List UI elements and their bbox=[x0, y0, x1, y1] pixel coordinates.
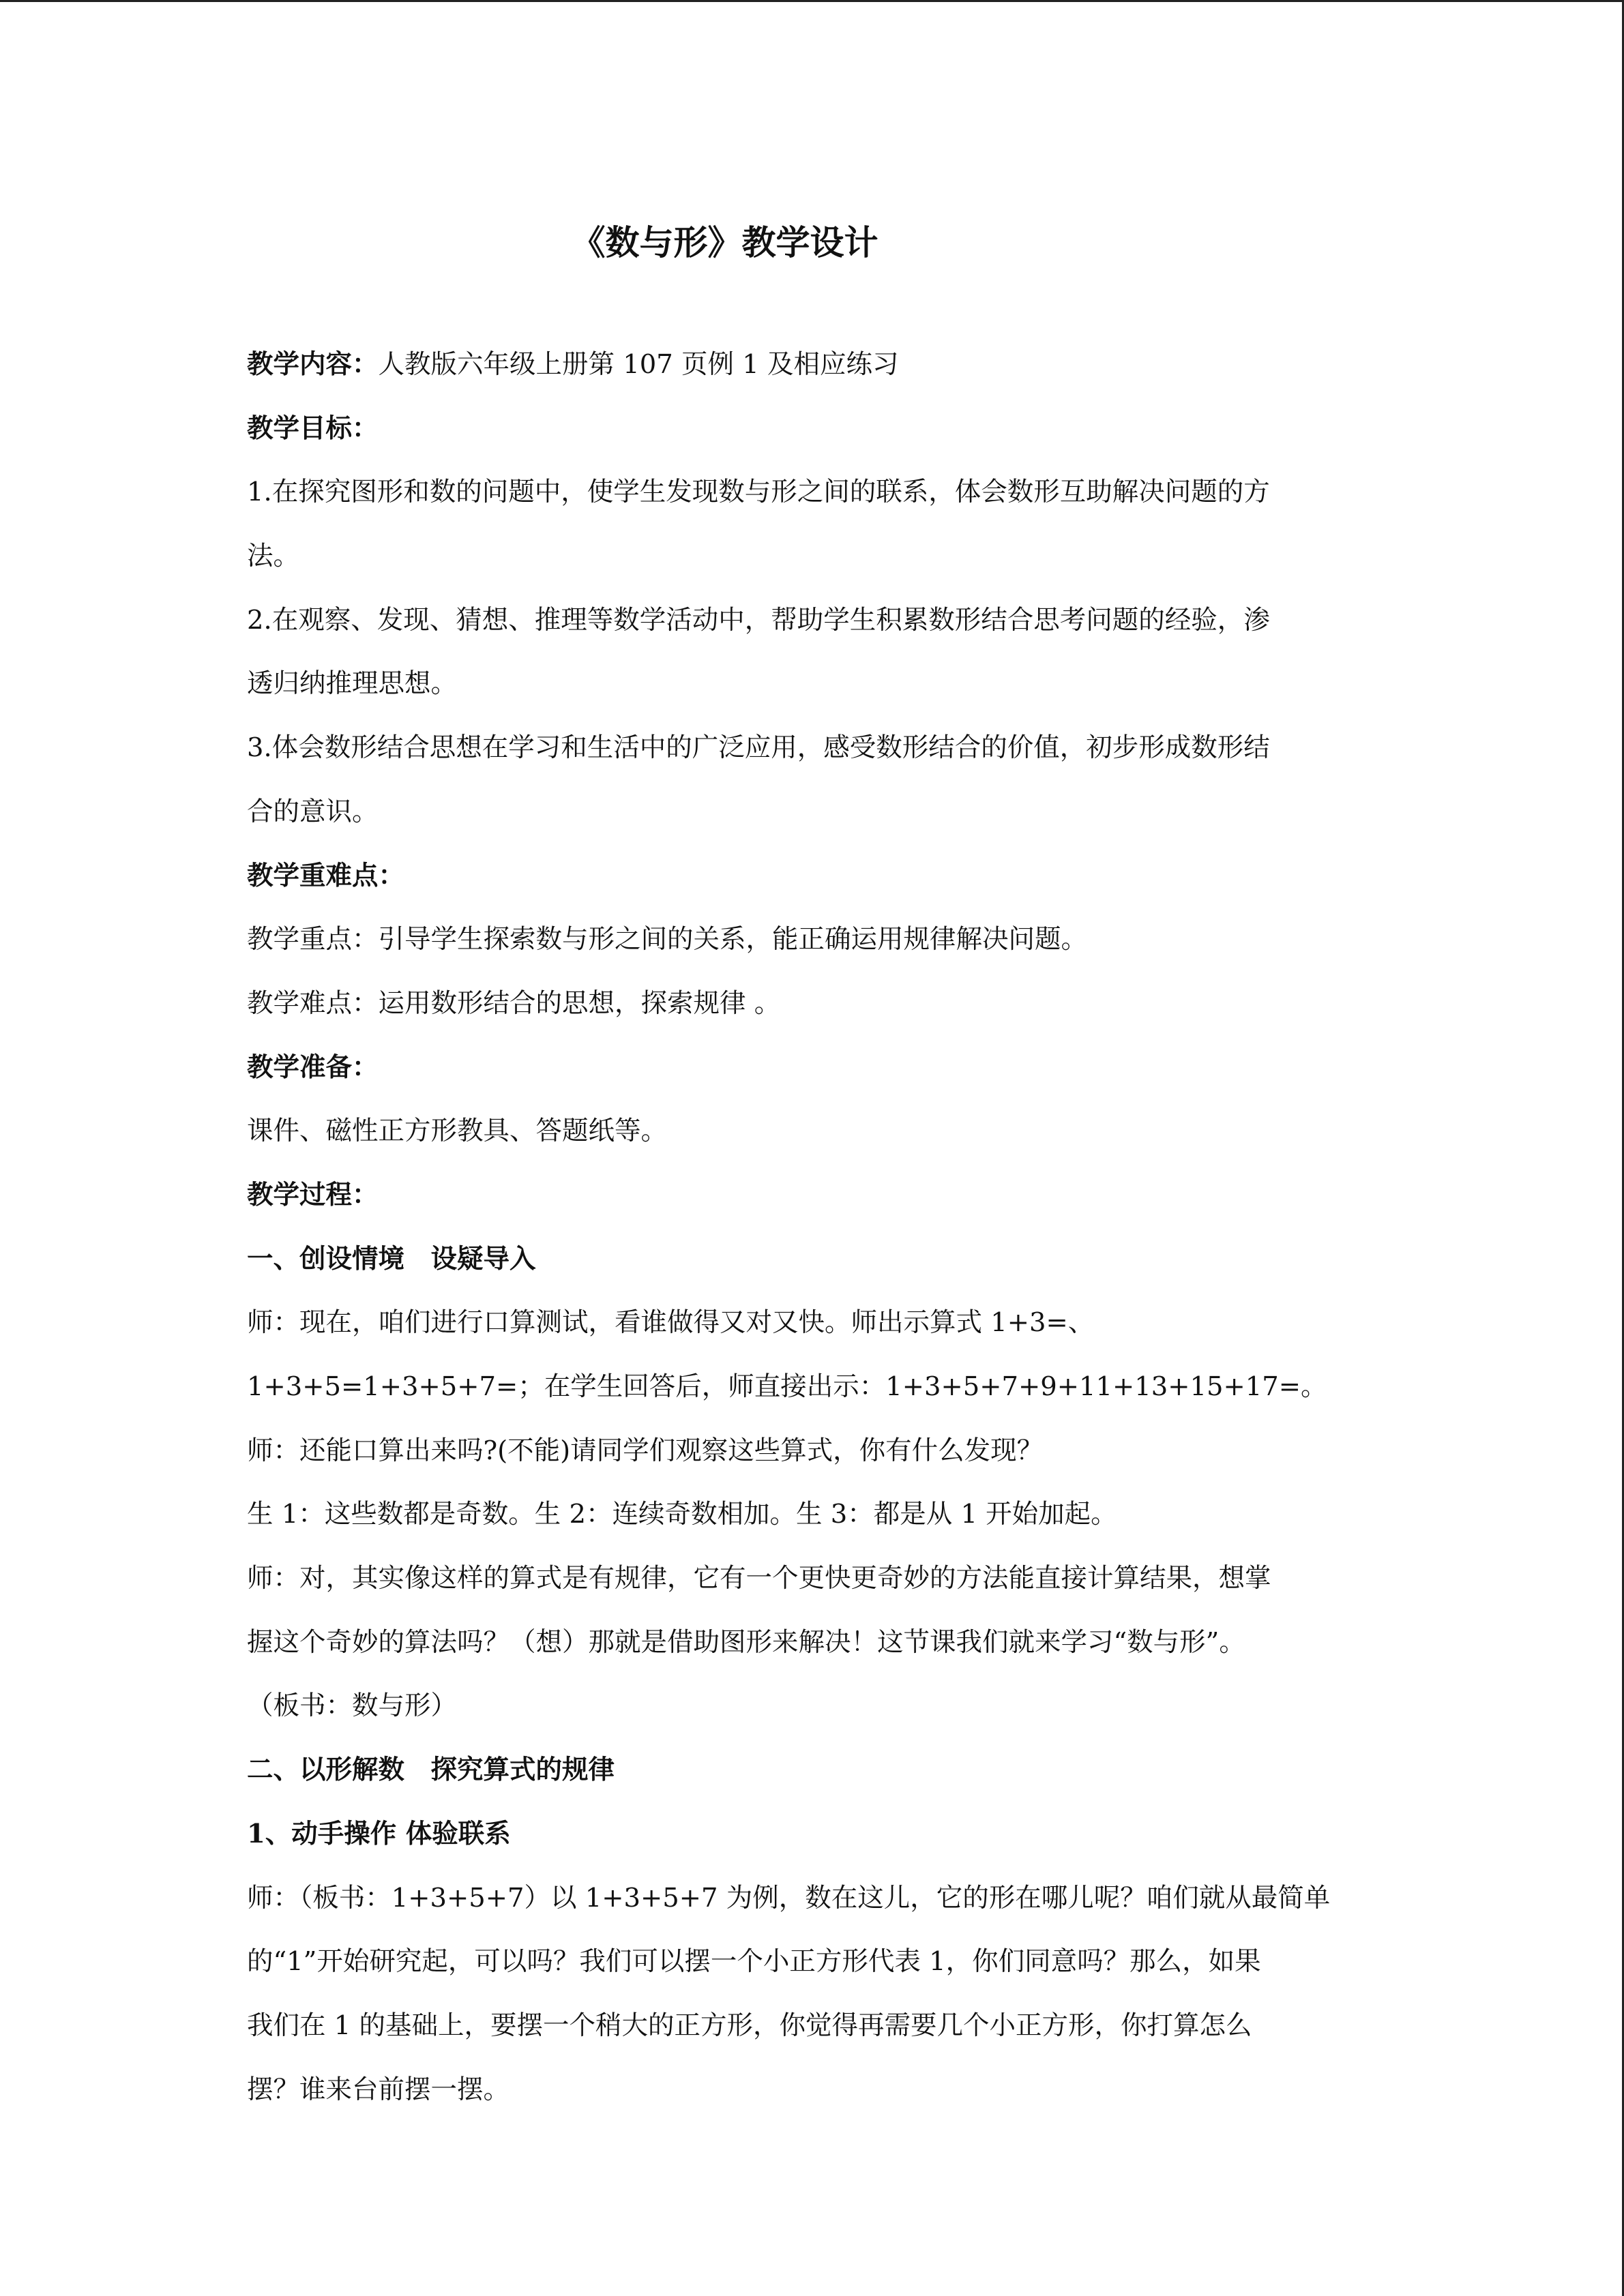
paragraph-line: （板书：数与形） bbox=[247, 1690, 458, 1722]
paragraph-line: 握这个奇妙的算法吗？（想）那就是借助图形来解决！这节课我们就来学习“数与形”。 bbox=[247, 1626, 1245, 1658]
process-heading: 教学过程： bbox=[247, 1179, 379, 1210]
subsection-1-heading: 1、动手操作 体验联系 bbox=[247, 1818, 511, 1849]
document-body bbox=[247, 333, 1379, 2121]
goal-3-line-2: 合的意识。 bbox=[247, 796, 379, 827]
teaching-goals-heading: 教学目标： bbox=[247, 413, 379, 444]
difficult-point-line: 教学难点：运用数形结合的思想，探索规律 。 bbox=[247, 987, 781, 1019]
key-difficult-points-heading: 教学重难点： bbox=[247, 860, 405, 891]
paragraph-line: 师：对，其实像这样的算式是有规律，它有一个更快更奇妙的方法能直接计算结果，想掌 bbox=[247, 1563, 1271, 1594]
goal-1-line-1: 1.在探究图形和数的问题中，使学生发现数与形之间的联系，体会数形互助解决问题的方 bbox=[247, 477, 1270, 508]
paragraph-line: 师：现在，咱们进行口算测试，看谁做得又对又快。师出示算式 1+3=、 bbox=[247, 1307, 1095, 1339]
document-title: 《数与形》教学设计 bbox=[571, 222, 879, 263]
paragraph-line: 生 1：这些数都是奇数。生 2：连续奇数相加。生 3：都是从 1 开始加起。 bbox=[247, 1499, 1117, 1530]
preparation-text: 课件、磁性正方形教具、答题纸等。 bbox=[247, 1116, 668, 1147]
teaching-content-label: 教学内容： bbox=[247, 349, 379, 380]
goal-3-line-1: 3.体会数形结合思想在学习和生活中的广泛应用，感受数形结合的价值，初步形成数形结 bbox=[247, 732, 1270, 764]
paragraph-line: 师：（板书：1+3+5+7）以 1+3+5+7 为例，数在这儿，它的形在哪儿呢？咱们就从最简单 bbox=[247, 1882, 1331, 1913]
goal-2-line-1: 2.在观察、发现、猜想、推理等数学活动中，帮助学生积累数形结合思考问题的经验，渗 bbox=[247, 604, 1270, 636]
section-1-heading: 一、创设情境 设疑导入 bbox=[247, 1243, 536, 1274]
key-point-line: 教学重点：引导学生探索数与形之间的关系，能正确运用规律解决问题。 bbox=[247, 924, 1088, 955]
teaching-content-text: 人教版六年级上册第 107 页例 1 及相应练习 bbox=[378, 349, 899, 380]
section-2-heading: 二、以形解数 探究算式的规律 bbox=[247, 1755, 615, 1786]
goal-1-line-2: 法。 bbox=[247, 541, 300, 572]
paragraph-line: 我们在 1 的基础上，要摆一个稍大的正方形，你觉得再需要几个小正方形，你打算怎么 bbox=[247, 2010, 1252, 2041]
preparation-heading: 教学准备： bbox=[247, 1052, 379, 1083]
goal-2-line-2: 透归纳推理思想。 bbox=[247, 668, 458, 700]
paragraph-line: 摆？谁来台前摆一摆。 bbox=[247, 2074, 510, 2105]
teaching-content-line bbox=[247, 333, 1379, 397]
paragraph-line: 1+3+5=1+3+5+7=；在学生回答后，师直接出示：1+3+5+7+9+11+13+15+17=。 bbox=[247, 1371, 1327, 1402]
paragraph-line: 师：还能口算出来吗?(不能)请同学们观察这些算式，你有什么发现？ bbox=[247, 1435, 1044, 1466]
paragraph-line: 的“1”开始研究起，可以吗？我们可以摆一个小正方形代表 1，你们同意吗？那么，如果 bbox=[247, 1946, 1261, 1978]
